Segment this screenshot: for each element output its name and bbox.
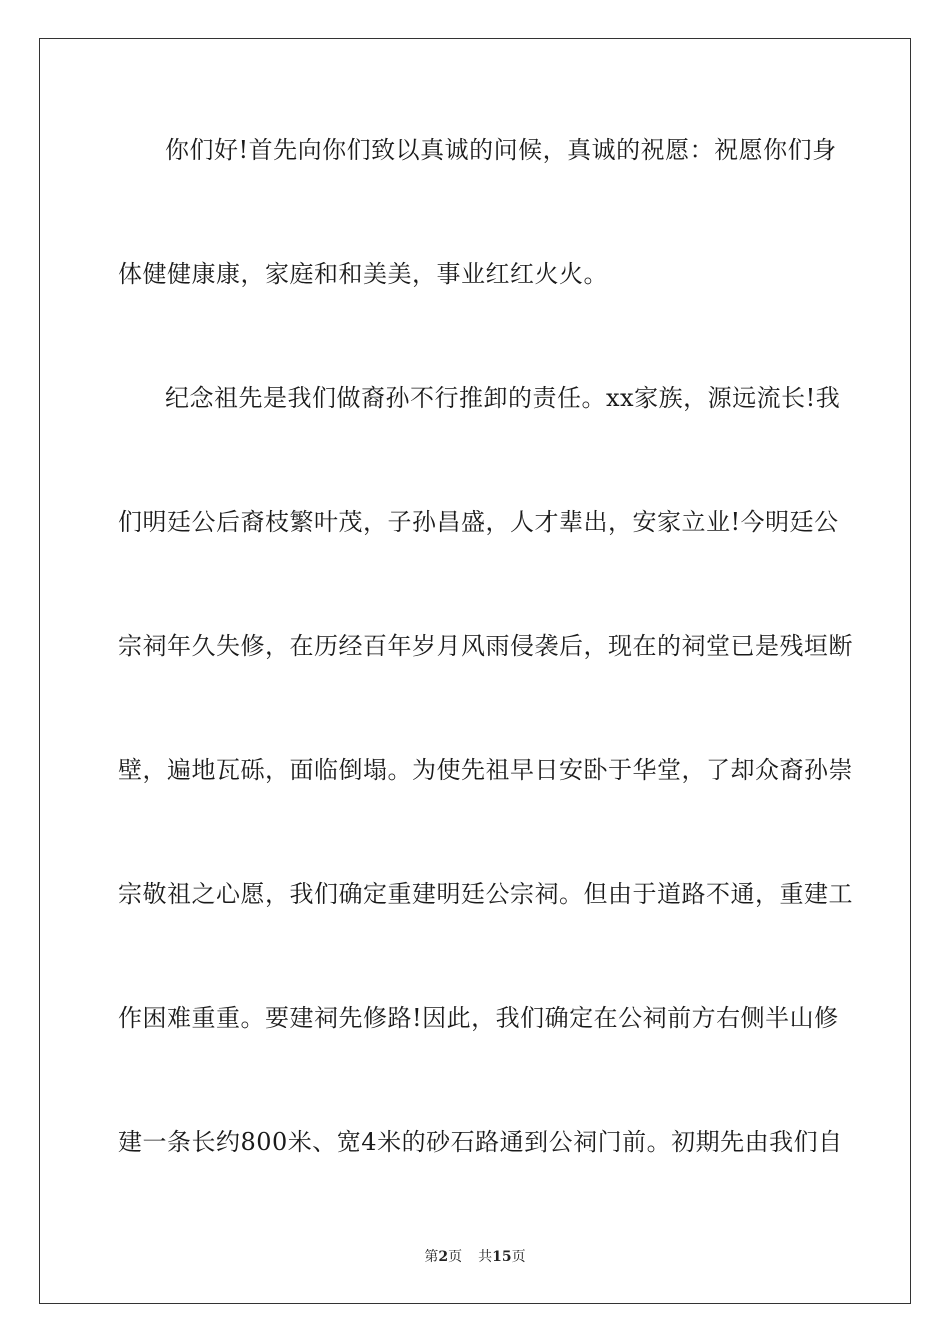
page-border xyxy=(39,38,911,1304)
paragraph-2-line-6: 作困难重重。要建祠先修路!因此，我们确定在公祠前方右侧半山修 xyxy=(118,1004,839,1032)
paragraph-2-line-3: 宗祠年久失修，在历经百年岁月风雨侵袭后，现在的祠堂已是残垣断 xyxy=(118,632,853,660)
total-prefix: 共 xyxy=(478,1249,493,1265)
page-unit: 页 xyxy=(448,1249,463,1265)
paragraph-1-line-1: 你们好!首先向你们致以真诚的问候，真诚的祝愿：祝愿你们身 xyxy=(165,136,837,164)
paragraph-2-line-1: 纪念祖先是我们做裔孙不行推卸的责任。xx家族，源远流长!我 xyxy=(165,384,841,412)
page-footer xyxy=(0,1248,950,1266)
page-current: 2 xyxy=(438,1249,449,1265)
total-unit: 页 xyxy=(511,1249,526,1265)
paragraph-2-line-5: 宗敬祖之心愿，我们确定重建明廷公宗祠。但由于道路不通，重建工 xyxy=(118,880,853,908)
paragraph-1-line-2: 体健健康康，家庭和和美美，事业红红火火。 xyxy=(118,260,608,288)
paragraph-2-line-4: 壁，遍地瓦砾，面临倒塌。为使先祖早日安卧于华堂，了却众裔孙崇 xyxy=(118,756,853,784)
paragraph-2-line-7: 建一条长约800米、宽4米的砂石路通到公祠门前。初期先由我们自 xyxy=(118,1128,843,1156)
paragraph-2-line-2: 们明廷公后裔枝繁叶茂，子孙昌盛，人才辈出，安家立业!今明廷公 xyxy=(118,508,839,536)
page-total: 15 xyxy=(492,1249,512,1265)
page-prefix: 第 xyxy=(424,1249,439,1265)
